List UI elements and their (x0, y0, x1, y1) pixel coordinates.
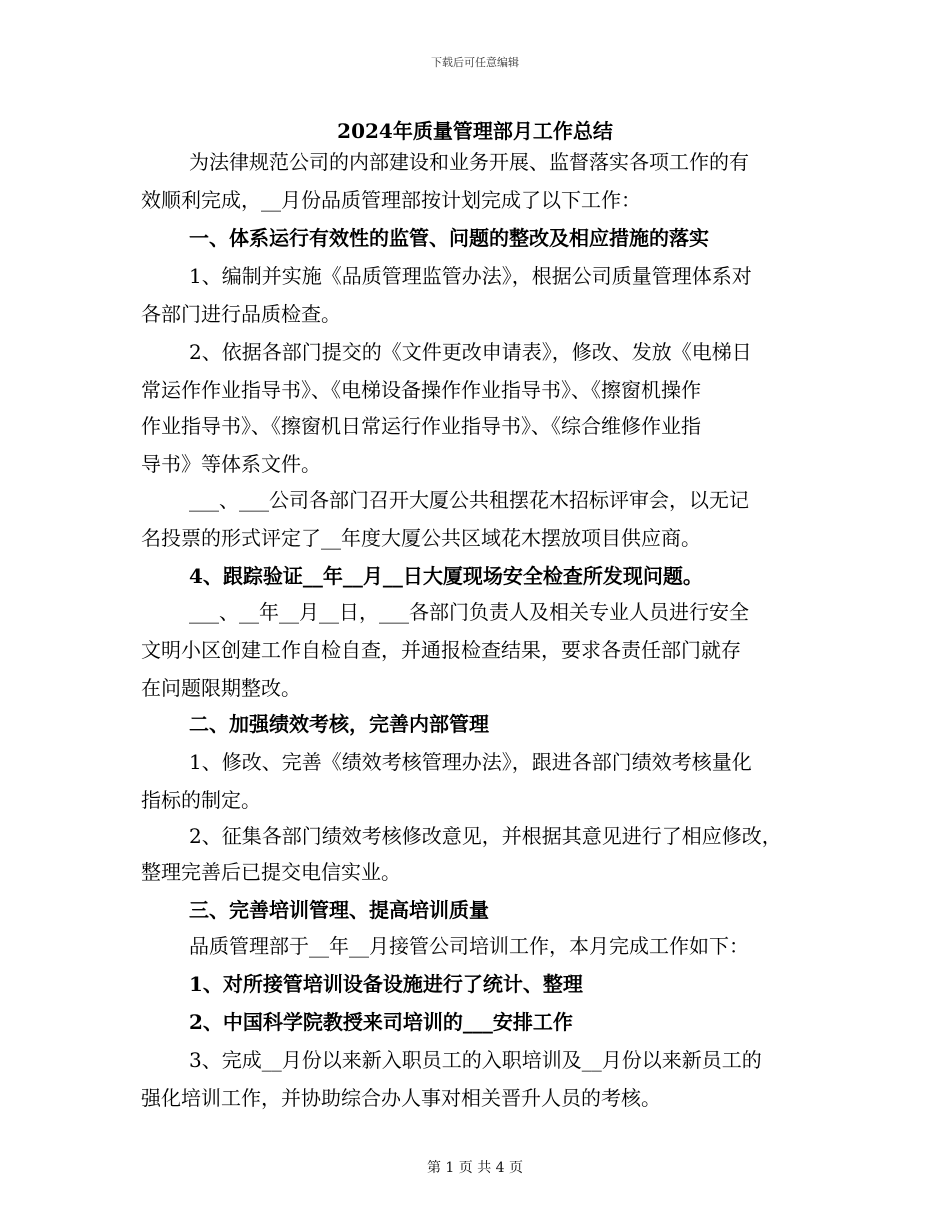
text-line: 品质管理部于__年__月接管公司培训工作，本月完成工作如下： (189, 934, 749, 958)
text-line: 1、编制并实施《品质管理监管办法》，根据公司质量管理体系对 (189, 264, 752, 288)
subheading: 1、对所接管培训设备设施进行了统计、整理 (189, 972, 583, 996)
text-line: 常运作作业指导书》、《电梯设备操作作业指导书》、《擦窗机操作 (141, 378, 701, 402)
text-line: ___、__年__月__日，___各部门负责人及相关专业人员进行安全 (189, 600, 749, 624)
text-line: 文明小区创建工作自检自查，并通报检查结果，要求各责任部门就存 (141, 638, 741, 662)
section-heading: 一、体系运行有效性的监管、问题的整改及相应措施的落实 (189, 226, 709, 250)
page-header: 下载后可任意编辑 (431, 56, 519, 69)
text-line: 导书》等体系文件。 (141, 452, 321, 476)
text-line: ___、___公司各部门召开大厦公共租摆花木招标评审会，以无记 (189, 488, 749, 512)
subheading: 2、中国科学院教授来司培训的___安排工作 (189, 1010, 573, 1034)
text-line: 为法律规范公司的内部建设和业务开展、监督落实各项工作的有 (189, 150, 749, 174)
subheading: 4、跟踪验证__年__月__日大厦现场安全检查所发现问题。 (189, 564, 703, 588)
text-line: 名投票的形式评定了__年度大厦公共区域花木摆放项目供应商。 (141, 526, 701, 550)
text-line: 1、修改、完善《绩效考核管理办法》，跟进各部门绩效考核量化 (189, 750, 752, 774)
text-line: 3、完成__月份以来新入职员工的入职培训及__月份以来新员工的 (189, 1048, 762, 1072)
text-line: 2、依据各部门提交的《文件更改申请表》，修改、发放《电梯日 (189, 340, 752, 364)
text-line: 作业指导书》、《擦窗机日常运行作业指导书》、《综合维修作业指 (141, 414, 701, 438)
text-line: 在问题限期整改。 (141, 676, 301, 700)
text-line: 效顺利完成，__月份品质管理部按计划完成了以下工作： (141, 188, 641, 212)
text-line: 整理完善后已提交电信实业。 (141, 860, 401, 884)
page-footer: 第 1 页 共 4 页 (426, 1160, 524, 1176)
text-line: 强化培训工作，并协助综合办人事对相关晋升人员的考核。 (141, 1086, 661, 1110)
text-line: 各部门进行品质检查。 (141, 302, 341, 326)
text-line: 指标的制定。 (141, 788, 261, 812)
text-line: 2、征集各部门绩效考核修改意见，并根据其意见进行了相应修改， (189, 824, 782, 848)
document-title: 2024年质量管理部月工作总结 (337, 119, 613, 143)
section-heading: 三、完善培训管理、提高培训质量 (189, 898, 489, 922)
section-heading: 二、加强绩效考核，完善内部管理 (189, 712, 489, 736)
